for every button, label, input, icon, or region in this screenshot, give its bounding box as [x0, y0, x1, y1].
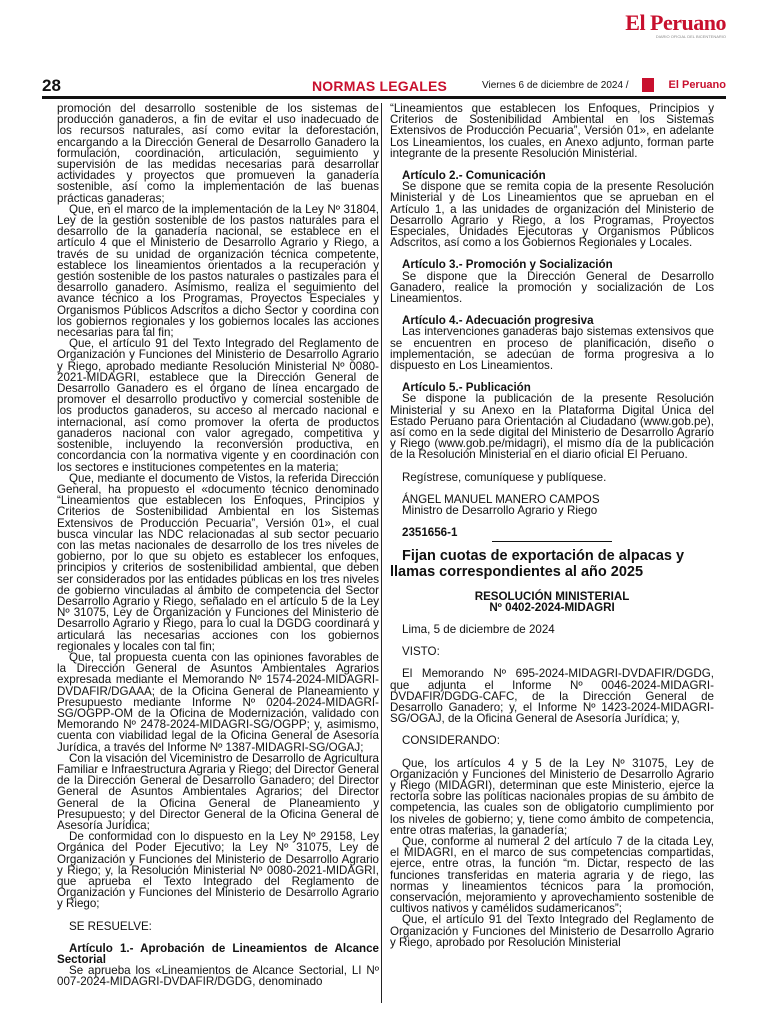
masthead-subtitle: DIARIO OFICIAL DEL BICENTENARIO	[655, 34, 726, 39]
article-title: Fijan cuotas de exportación de alpacas y llamas correspondientes al año 2025	[390, 547, 685, 580]
paragraph: Que, el artículo 91 del Texto Integrado del Reglamento de Organización y Funciones del Ministerio de Desarrollo Agrario y Riego, aprobado por Resolución Ministerial	[390, 913, 714, 949]
paragraph: Que, tal propuesta cuenta con las opiniones favorables de la Dirección General de Asuntos Ambientales Agrarios expresada mediante el Memorando Nº 1574-2024-MIDAGRI-DVDAFIR/DGAAA; de la Oficina General de Planeamiento y Presupuesto mediante Informe Nº 0204-2024-MIDAGRI-SG/OGPP-OM de la Oficina de Modernización, validado con Memorando Nº 2478-2024-MIDAGRI-SG/OGPP; y, asimismo, cuenta con viabilidad legal de la Oficina General de Asesoría Jurídica, a través del Informe Nº 1387-MIDAGRI-SG/OGAJ;	[57, 650, 379, 754]
paragraph: Se aprueba los «Lineamientos de Alcance Sectorial, LI Nº 007-2024-MIDAGRI-DVDAFIR/DGDG, denominado	[57, 964, 379, 989]
section-title: NORMAS LEGALES	[312, 78, 448, 94]
paragraph: Que, en el marco de la implementación de la Ley Nº 31804, Ley de la gestión sostenible de los pastos naturales para el desarrollo de la ganadería nacional, se establece en el artículo 4 que el Ministerio de Desarrollo Agrario y Riego, a través de su unidad de organización técnica competente, establece los lineamientos orientados a la recuperación y gestión sostenible de los pastos naturales o pastizales para el desarrollo ganadero. Asimismo, realiza el seguimiento del avance técnico a los Programas, Proyectos Especiales y Organismos Públicos Adscritos a dicho Sector y coordina con los gobiernos regionales y los gobiernos locales las acciones necesarias para tal fin;	[57, 202, 379, 340]
paragraph: Las intervenciones ganaderas bajo sistemas extensivos que se encuentren en proceso de planificación, diseño o implementación, se adecúan de forma progresiva a lo dispuesto en Los Lineamientos.	[390, 325, 714, 373]
page-number: 28	[42, 76, 61, 95]
article-heading: Artículo 4.- Adecuación progresiva	[402, 314, 594, 328]
resolution-heading: RESOLUCIÓN MINISTERIAL	[474, 589, 630, 603]
paragraph: De conformidad con lo dispuesto en la Ley Nº 29158, Ley Orgánica del Poder Ejecutivo; la Ley Nº 31075, Ley de Organización y Funciones del Ministerio de Desarrollo Agrario y Riego; y, la Resolución Ministerial Nº 0080-2021-MIDAGRI, que aprueba el Texto Integrado del Reglamento de Organización y Funciones del Ministerio de Desarrollo Agrario y Riego;	[57, 830, 379, 911]
left-column	[57, 103, 379, 988]
paragraph: Se dispone que se remita copia de la presente Resolución Ministerial y de Los Lineamientos que se aprueban en el Artículo 1, a las unidades de organización del Ministerio de Desarrollo Agrario y Riego, a los Programas, Proyectos Especiales, Unidades Ejecutoras y Organismos Públicos Adscritos, así como a los Gobiernos Regionales y Locales.	[390, 180, 714, 250]
issue-date: Viernes 6 de diciembre de 2024 /	[482, 80, 629, 91]
spacer	[390, 747, 714, 758]
separator-rule	[492, 541, 612, 542]
page-header	[42, 74, 726, 99]
paragraph: Que, conforme al numeral 2 del artículo 7 de la citada Ley, el MIDAGRI, en el marco de sus competencias compartidas, ejerce, entre otras, la función “m. Dictar, respecto de las funciones transferidas en materia agraria y de riego, las normas y lineamientos técnicos para la promoción, conservación, mejoramiento y aprovechamiento sostenible de cultivos nativos y camélidos sudamericanos”;	[390, 834, 714, 916]
paragraph: Ministro de Desarrollo Agrario y Riego	[402, 504, 598, 518]
spacer	[57, 910, 379, 921]
coat-of-arms-icon	[642, 78, 654, 92]
paragraph: Que, mediante el documento de Vistos, la referida Dirección General, ha propuesto el «documento técnico denominado “Lineamientos que establecen los Enfoques, Principios y Criterios de Sostenibilidad Ambiental en los Sistemas Extensivos de Producción Pecuaria”, Versión 01», el cual busca vincular las NDC relacionadas al sub sector pecuario con las metas nacionales de desarrollo de los tres niveles de gobierno, por lo que su objeto es establecer los enfoques, principios y criterios de sostenibilidad ambiental, que deben ser considerados por las entidades públicas en los tres niveles de gobierno vinculadas al ámbito de competencia del Sector Desarrollo Agrario y Riego, señalado en el artículo 5 de la Ley Nº 31075, Ley de Organización y Funciones del Ministerio de Desarrollo Agrario y Riego, para lo cual la DGDG coordinará y articulará las necesarias acciones con los gobiernos regionales y locales con tal fin;	[57, 471, 379, 653]
article-heading: Artículo 2.- Comunicación	[402, 169, 546, 183]
paragraph: Que, el artículo 91 del Texto Integrado del Reglamento de Organización y Funciones del Ministerio de Desarrollo Agrario y Riego, aprobado mediante Resolución Ministerial Nº 0080-2021-MIDAGRI, establece que la Dirección General de Desarrollo Ganadero es el órgano de línea encargado de promover el desarrollo productivo y comercial sostenible de los productos ganaderos, su acceso al mercado nacional e internacional, así como promover la oferta de productos ganaderos nacional con valor agregado, competitiva y sostenible, incluyendo la reconversión productiva, en concordancia con la normativa vigente y en coordinación con los sectores e instituciones competentes en la materia;	[57, 337, 379, 474]
masthead-logo: El Peruano	[625, 10, 726, 35]
article-heading: Artículo 5.- Publicación	[402, 381, 531, 395]
paragraph: Lima, 5 de diciembre de 2024	[402, 622, 555, 636]
article-heading: Artículo 1.- Aprobación de Lineamientos de Alcance Sectorial	[57, 941, 379, 967]
article-heading: 2351656-1	[402, 526, 458, 540]
column-divider	[381, 103, 382, 1003]
header-brand: El Peruano	[668, 79, 726, 91]
paragraph: Regístrese, comuníquese y publíquese.	[402, 470, 607, 484]
paragraph: Que, los artículos 4 y 5 de la Ley Nº 31075, Ley de Organización y Funciones del Ministerio de Desarrollo Agrario y Riego (MIDAGRI), determinan que este Ministerio, ejerce la rectoría sobre las políticas nacionales propias de su ámbito de competencia, las cuales son de obligatorio cumplimiento por los niveles de gobierno; y, tiene como ámbito de competencia, entre otras materias, la ganadería;	[390, 756, 714, 837]
spacer	[390, 580, 714, 591]
right-column	[390, 103, 714, 948]
paragraph: El Memorando Nº 695-2024-MIDAGRI-DVDAFIR/DGDG, que adjunta el Informe Nº 0046-2024-MIDAGRI-DVDAFIR/DGDG-CAFC, de la Dirección General de Desarrollo Ganadero; y, el Informe Nº 1423-2024-MIDAGRI-SG/OGAJ, de la Oficina General de Asesoría Jurídica; y,	[390, 667, 714, 726]
paragraph: Se dispone la publicación de la presente Resolución Ministerial y su Anexo en la Plataforma Digital Única del Estado Peruano para Orientación al Ciudadano (www.gob.pe), así como en la sede digital del Ministerio de Desarrollo Agrario y Riego (www.gob.pe/midagri), el mismo día de la publicación de la Resolución Ministerial en el diario oficial El Peruano.	[390, 392, 714, 462]
paragraph: Con la visación del Viceministro de Desarrollo de Agricultura Familiar e Infraestructura Agraria y Riego; del Director General de la Dirección General de Desarrollo Ganadero; del Director General de Asuntos Ambientales Agrarios; del Director General de la Oficina General de Planeamiento y Presupuesto; y del Director General de la Oficina General de Asesoría Jurídica;	[57, 751, 379, 832]
paragraph: Se dispone que la Dirección General de Desarrollo Ganadero, realice la promoción y socialización de Los Lineamientos.	[390, 269, 714, 306]
article-heading: Artículo 3.- Promoción y Socialización	[402, 258, 613, 272]
paragraph: SE RESUELVE:	[69, 919, 152, 933]
paragraph: “Lineamientos que establecen los Enfoques, Principios y Criterios de Sostenibilidad Ambiental en los Sistemas Extensivos de Producción Pecuaria”, Versión 01», en adelante Los Lineamientos, los cuales, en Anexo adjunto, forman parte integrante de la presente Resolución Ministerial.	[390, 102, 714, 160]
paragraph: ÁNGEL MANUEL MANERO CAMPOS	[402, 492, 600, 506]
resolution-heading: Nº 0402-2024-MIDAGRI	[489, 600, 615, 614]
paragraph: promoción del desarrollo sostenible de los sistemas de producción ganaderos, a fin de evitar el uso inadecuado de los recursos naturales, así como evitar la deforestación, encargando a la Dirección General de Desarrollo Ganadero la formulación, coordinación, articulación, seguimiento y supervisión de las medidas necesarias para desarrollar actividades y proyectos que promueven la ganadería sostenible, así como la implementación de las buenas prácticas ganaderas;	[57, 102, 379, 205]
paragraph: CONSIDERANDO:	[402, 734, 500, 748]
paragraph: VISTO:	[402, 645, 440, 659]
